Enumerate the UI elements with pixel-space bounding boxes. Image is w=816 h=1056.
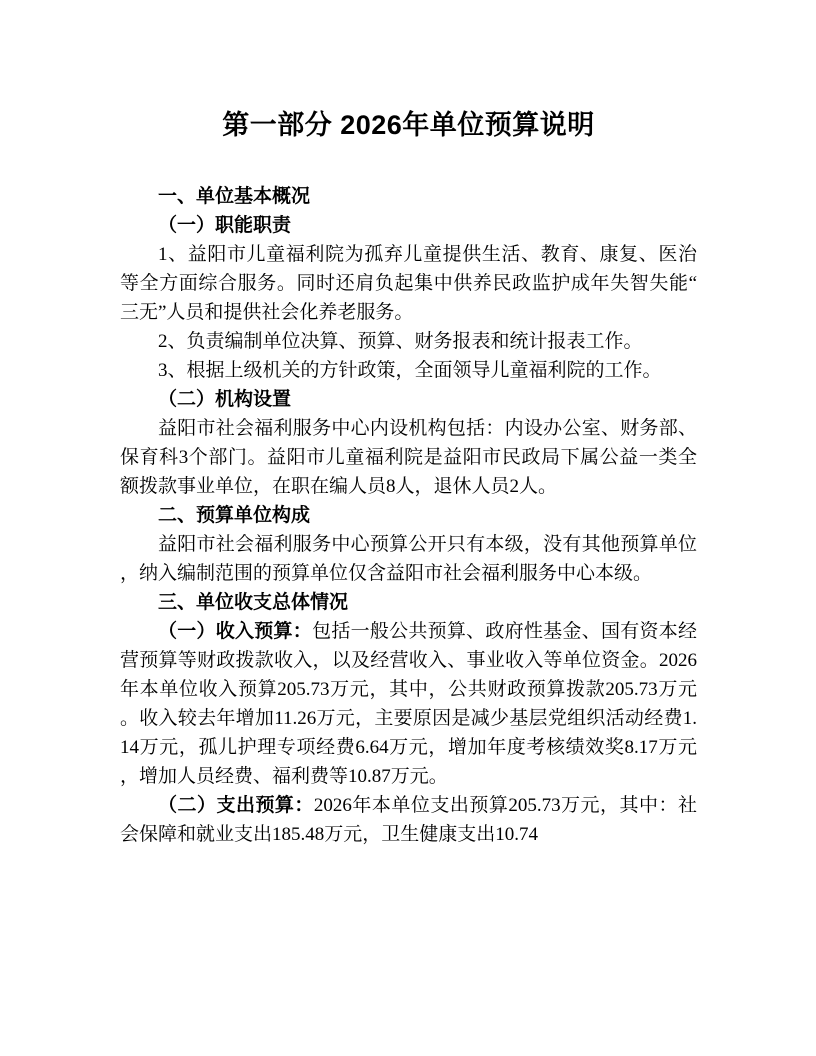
income-budget-lead: （一）收入预算： [158, 621, 313, 642]
paragraph-duty-3: 3、根据上级机关的方针政策，全面领导儿童福利院的工作。 [158, 360, 662, 381]
paragraph-duty-2: 2、负责编制单位决算、预算、财务报表和统计报表工作。 [158, 331, 643, 352]
paragraph-expense-budget [120, 791, 697, 849]
paragraph-org-structure: 益阳市社会福利服务中心内设机构包括：内设办公室、财务部、保育科3个部门。益阳市儿童福利院是益阳市民政局下属公益一类全额拨款事业单位，在职在编人员8人，退休人员2人。 [120, 418, 697, 497]
paragraph-income-budget [120, 617, 697, 791]
paragraph-budget-unit-composition: 益阳市社会福利服务中心预算公开只有本级，没有其他预算单位，纳入编制范围的预算单位仅含益阳市社会福利服务中心本级。 [120, 534, 697, 584]
heading-income-expense-overview: 三、单位收支总体情况 [158, 592, 349, 613]
expense-budget-lead: （二）支出预算： [158, 795, 314, 816]
expense-budget-text: 2026年本单位支出预算205.73万元，其中：社会保障和就业支出185.48万元，卫生健康支出10.74 [120, 795, 697, 845]
heading-basic-overview: 一、单位基本概况 [158, 186, 311, 207]
heading-org-structure: （二）机构设置 [158, 389, 292, 410]
heading-duties: （一）职能职责 [158, 215, 292, 236]
document-title: 第一部分 2026年单位预算说明 [222, 110, 595, 140]
paragraph-duty-1: 1、益阳市儿童福利院为孤弃儿童提供生活、教育、康复、医治等全方面综合服务。同时还肩负起集中供养民政监护成年失智失能“三无”人员和提供社会化养老服务。 [120, 244, 697, 323]
income-budget-text: 包括一般公共预算、政府性基金、国有资本经营预算等财政拨款收入，以及经营收入、事业收入等单位资金。2026年本单位收入预算205.73万元，其中，公共财政预算拨款205.73万元。收入较去年增加11.26万元，主要原因是减少基层党组织活动经费1.14万元，孤儿护理专项经费6.64万元，增加年度考核绩效奖8.17万元，增加人员经费、福利费等10.87万元。 [120, 621, 697, 787]
heading-budget-unit-composition: 二、预算单位构成 [158, 505, 311, 526]
